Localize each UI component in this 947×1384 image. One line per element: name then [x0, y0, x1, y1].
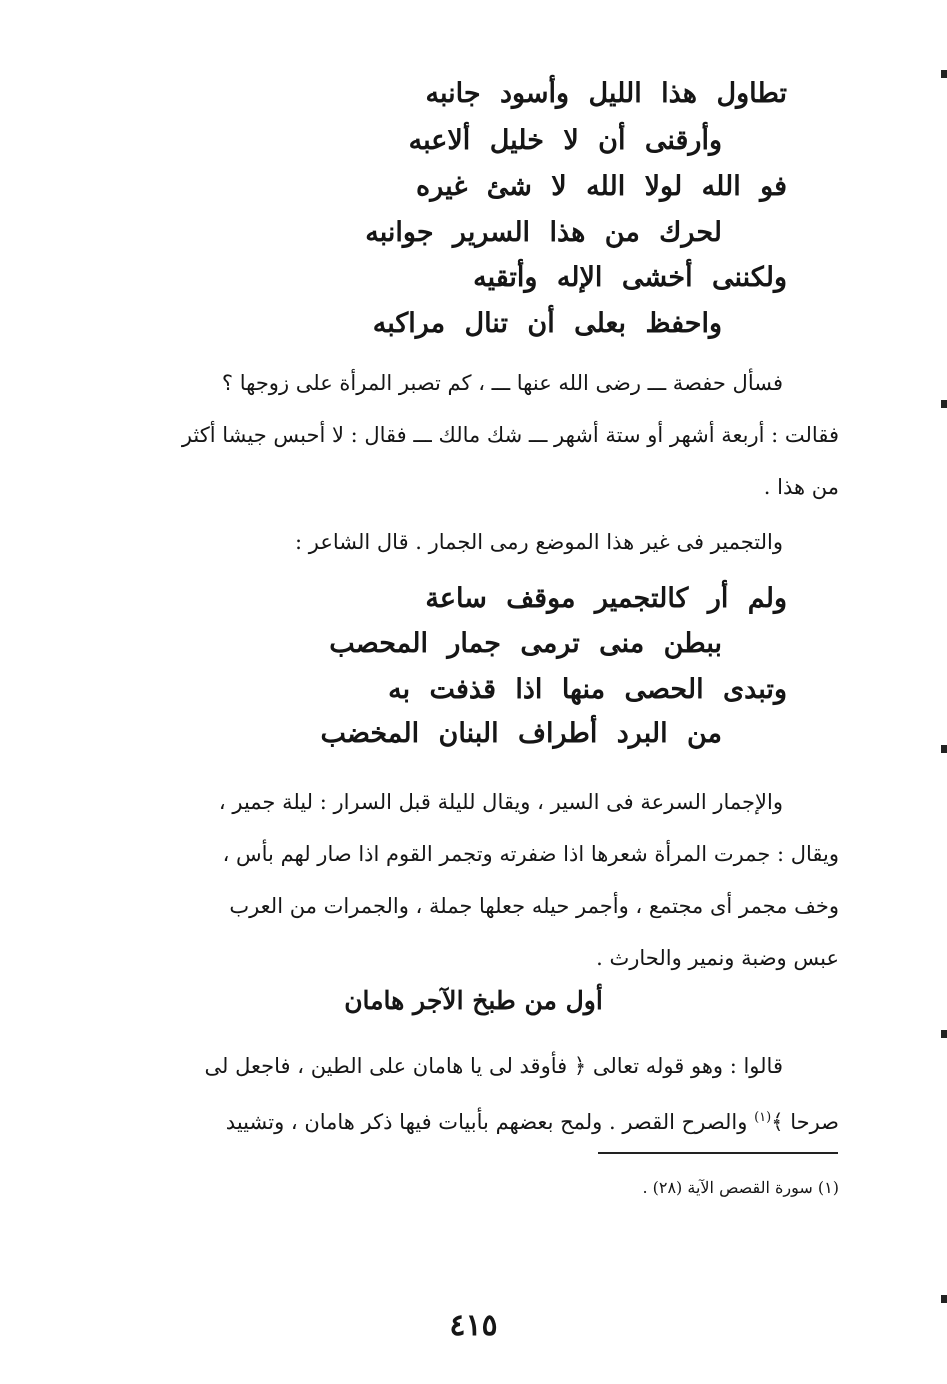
paragraph-hafsa	[140, 357, 839, 513]
paragraph-line: من هذا .	[763, 475, 839, 499]
scan-edge-mark	[941, 70, 947, 78]
poem2-verse-1: ولم أر كالتجمير موقف ساعة	[425, 583, 787, 614]
poem2-verse-2: ببطن منى ترمى جمار المحصب	[329, 628, 722, 659]
paragraph-line: عبس وضبة ونمير والحارث .	[596, 946, 839, 970]
poem1-verse-6: واحفظ بعلى أن تنال مراكبه	[372, 308, 722, 339]
footnote: (١) سورة القصص الآية (٢٨) .	[642, 1178, 839, 1197]
paragraph-line: والتجمير فى غير هذا الموضع رمى الجمار . قال الشاعر :	[295, 530, 783, 554]
poem1-verse-1: تطاول هذا الليل وأسود جانبه	[425, 78, 787, 109]
section-heading: أول من طبخ الآجر هامان	[344, 986, 603, 1015]
scan-edge-mark	[941, 400, 947, 408]
poem1-verse-5: ولكننى أخشى الإله وأتقيه	[473, 262, 787, 293]
footnote-divider	[598, 1152, 838, 1154]
paragraph-haman	[140, 1040, 839, 1148]
paragraph-line: فسأل حفصة ـــ رضى الله عنها ـــ ، كم تصبر المرأة على زوجها ؟	[221, 371, 783, 395]
scan-edge-mark	[941, 1030, 947, 1038]
paragraph-line: وخف مجمر أى مجتمع ، وأجمر حيله جعلها جملة ، والجمرات من العرب	[229, 894, 839, 918]
poem1-verse-4: لحرك من هذا السرير جوانبه	[365, 217, 722, 248]
paragraph-line: ويقال : جمرت المرأة شعرها اذا ضفرته وتجمر القوم اذا صار لهم بأس ،	[222, 842, 839, 866]
paragraph-tajmir	[140, 516, 839, 568]
footnote-reference: (١)	[754, 1110, 772, 1125]
poem2-verse-3: وتبدى الحصى منها اذا قذفت به	[388, 674, 787, 705]
paragraph-line: والصرح القصر . ولمح بعضهم بأبيات فيها ذكر هامان ، وتشييد	[225, 1110, 755, 1134]
paragraph-line: فقالت : أربعة أشهر أو ستة أشهر ـــ شك مالك ـــ فقال : لا أحبس جيشا أكثر	[181, 423, 839, 447]
page-number: ٤١٥	[449, 1308, 498, 1343]
quran-quote-end: صرحا ﴾	[771, 1110, 839, 1134]
poem1-verse-2: وأرقنى أن لا خليل ألاعبه	[408, 125, 722, 156]
paragraph-line: والإجمار السرعة فى السير ، ويقال لليلة قبل السرار : ليلة جمير ،	[218, 790, 783, 814]
paragraph-line: قالوا : وهو قوله تعالى ﴿ فأوقد لى يا هامان على الطين ، فاجعل لى	[204, 1054, 783, 1078]
paragraph-ijmar	[140, 776, 839, 984]
poem2-verse-4: من البرد أطراف البنان المخضب	[320, 718, 722, 749]
scan-edge-mark	[941, 1295, 947, 1303]
poem1-verse-3: فو الله لولا الله لا شئ غيره	[416, 171, 787, 202]
scan-edge-mark	[941, 745, 947, 753]
